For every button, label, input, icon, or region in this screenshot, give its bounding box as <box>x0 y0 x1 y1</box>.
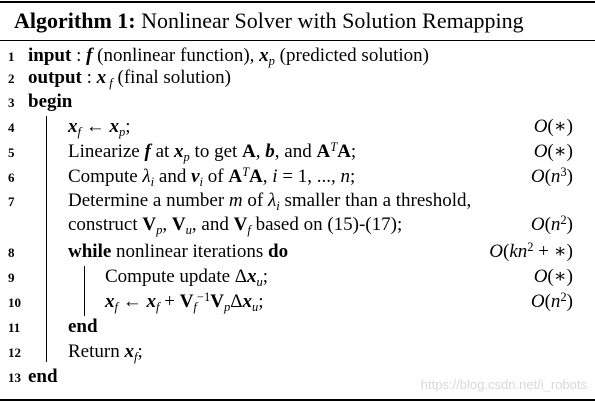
algorithm-line: end <box>28 366 58 387</box>
algorithm-line: end <box>68 316 98 337</box>
algorithm-line: Linearize f at $x_p$ to get A, b, and $A^TA$; <box>68 139 357 164</box>
algorithm-label: Algorithm 1: <box>14 8 136 33</box>
algorithm-line: construct $V_p$, $V_u$, and $V_f$ based on (15)-(17); <box>68 214 403 237</box>
complexity: $O(n^3)$ <box>530 164 573 187</box>
algorithm-line: Compute $\lambda_i$ and $v_i$ of $A^TA$, i = 1, ..., n; <box>68 164 356 189</box>
line-number: 9 <box>8 270 15 285</box>
line-number: 4 <box>8 120 15 135</box>
algorithm-line: output : x $_f$ (final solution) <box>28 67 231 90</box>
complexity: $O(n^2)$ <box>530 212 573 235</box>
line-number: 6 <box>8 170 15 185</box>
algorithm-line: Compute update $\Delta x_u$; <box>105 266 269 289</box>
line-number: 7 <box>8 194 15 209</box>
title-rule <box>0 40 595 41</box>
line-number: 13 <box>8 370 21 385</box>
watermark: https://blog.csdn.net/i_robots <box>420 377 587 392</box>
algorithm-line: Return $x_f$; <box>68 341 143 364</box>
algorithm-line: begin <box>28 91 73 112</box>
line-number: 10 <box>8 295 21 310</box>
line-number: 8 <box>8 245 15 260</box>
algorithm-name: Nonlinear Solver with Solution Remapping <box>141 8 524 33</box>
top-rule <box>0 1 595 3</box>
algorithm-title <box>14 6 524 36</box>
line-number: 12 <box>8 345 21 360</box>
algorithm-line: Determine a number m of $\lambda_i$ smaller than a threshold, <box>68 190 472 213</box>
algorithm-line: input : f (nonlinear function), $x_p$ (predicted solution) <box>28 45 429 68</box>
complexity: O(∗) <box>533 266 573 287</box>
complexity: O(∗) <box>533 141 573 162</box>
line-number: 5 <box>8 145 15 160</box>
algorithm-line: $x_f$ ← $x_f + V_f^{-1}V_p\Delta x_u$; <box>105 289 264 314</box>
line-number: 3 <box>8 95 15 110</box>
complexity: O(∗) <box>533 116 573 137</box>
line-number: 2 <box>8 71 15 86</box>
algorithm-line: $x_f$ ← $x_p$; <box>68 116 131 139</box>
complexity: $O(kn^2$ + ∗) <box>489 239 573 262</box>
line-number: 1 <box>8 49 15 64</box>
while-block-bar <box>84 266 85 316</box>
line-number: 11 <box>8 320 21 335</box>
algorithm-line: while nonlinear iterations do <box>68 241 289 262</box>
begin-block-bar <box>46 116 47 362</box>
complexity: $O(n^2)$ <box>530 289 573 312</box>
bottom-rule <box>0 399 595 401</box>
